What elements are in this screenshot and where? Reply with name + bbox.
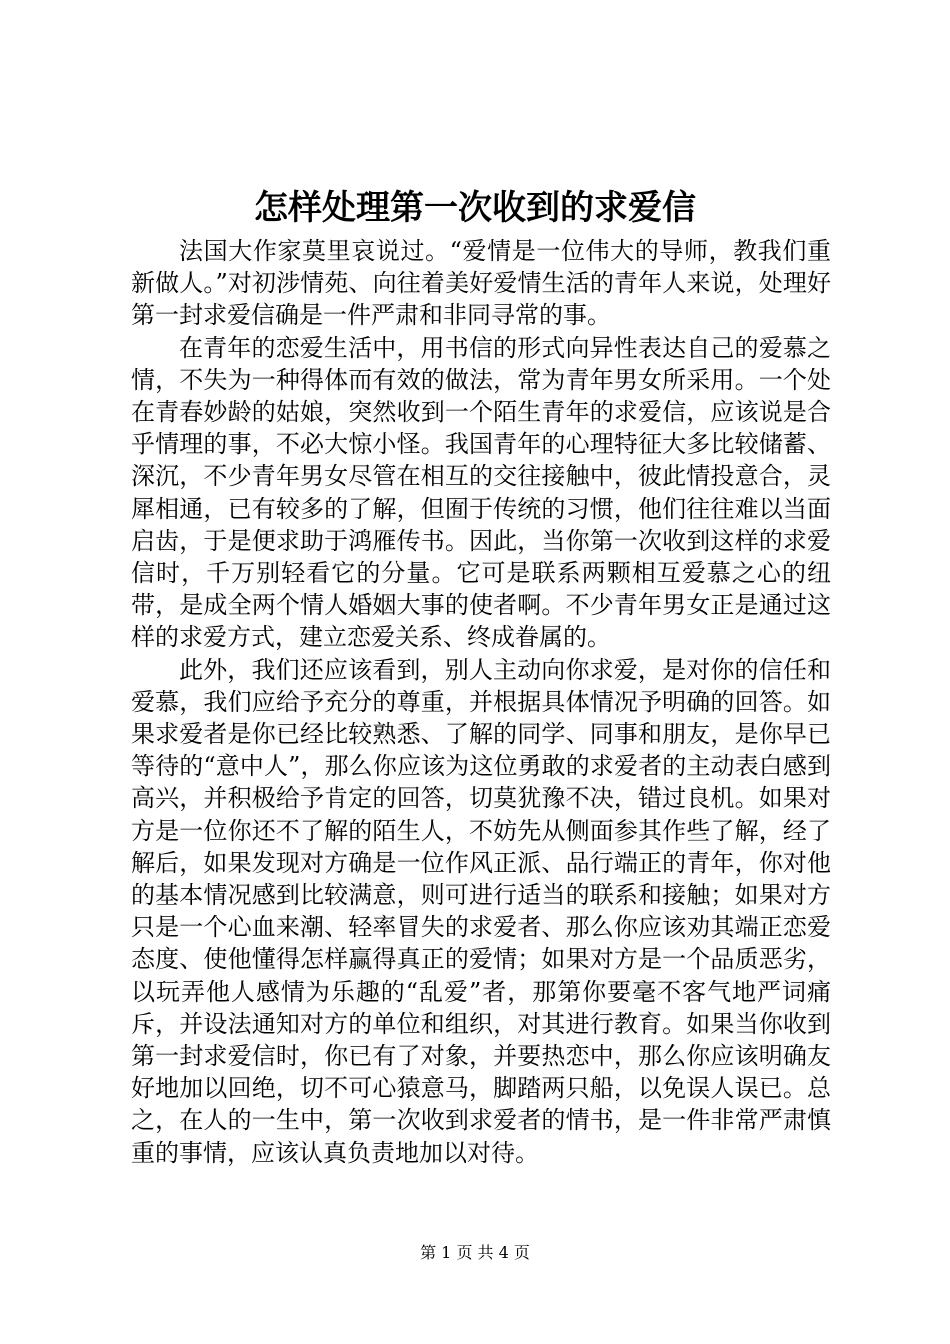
paragraph-3: 此外，我们还应该看到，别人主动向你求爱，是对你的信任和爱慕，我们应给予充分的尊重，并根据具体情况予明确的回答。如果求爱者是你已经比较熟悉、了解的同学、同事和朋友，是你早已等待的“意中人”，那么你应该为这位勇敢的求爱者的主动表白感到高兴，并积极给予肯定的回答，切莫犹豫不决，错过良机。如果对方是一位你还不了解的陌生人，不妨先从侧面参其作些了解，经了解后，如果发现对方确是一位作风正派、品行端正的青年，你对他的基本情况感到比较满意，则可进行适当的联系和接触；如果对方只是一个心血来潮、轻率冒失的求爱者、那么你应该劝其端正恋爱态度、使他懂得怎样赢得真正的爱情；如果对方是一个品质恶劣，以玩弄他人感情为乐趣的“乱爱”者，那第你要毫不客气地严词痛斥，并设法通知对方的单位和组织，对其进行教育。如果当你收到第一封求爱信时，你已有了对象，并要热恋中，那么你应该明确友好地加以回绝，切不可心猿意马，脚踏两只船，以免误人误已。总之，在人的一生中，第一次收到求爱者的情书，是一件非常严肃慎重的事情，应该认真负责地加以对待。 [131, 655, 831, 1167]
document-title: 怎样处理第一次收到的求爱信 [254, 188, 696, 228]
paragraph-2: 在青年的恋爱生活中，用书信的形式向异性表达自己的爱慕之情，不失为一种得体而有效的做法，常为青年男女所采用。一个处在青春妙龄的姑娘，突然收到一个陌生青年的求爱信，应该说是合乎情理的事，不必大惊小怪。我国青年的心理特征大多比较储蓄、深沉，不少青年男女尽管在相互的交往接触中，彼此情投意合，灵犀相通，已有较多的了解，但囿于传统的习惯，他们往往难以当面启齿，于是便求助于鸿雁传书。因此，当你第一次收到这样的求爱信时，千万别轻看它的分量。它可是联系两颗相互爱慕之心的纽带，是成全两个情人婚姻大事的使者啊。不少青年男女正是通过这样的求爱方式，建立恋爱关系、终成眷属的。 [131, 333, 831, 652]
page-number-footer: 第 1 页 共 4 页 [420, 1243, 530, 1262]
paragraph-1: 法国大作家莫里哀说过。“爱情是一位伟大的导师，教我们重新做人。”对初涉情苑、向往着美好爱情生活的青年人来说，处理好第一封求爱信确是一件严肃和非同寻常的事。 [131, 237, 831, 330]
document-body [131, 235, 831, 1169]
